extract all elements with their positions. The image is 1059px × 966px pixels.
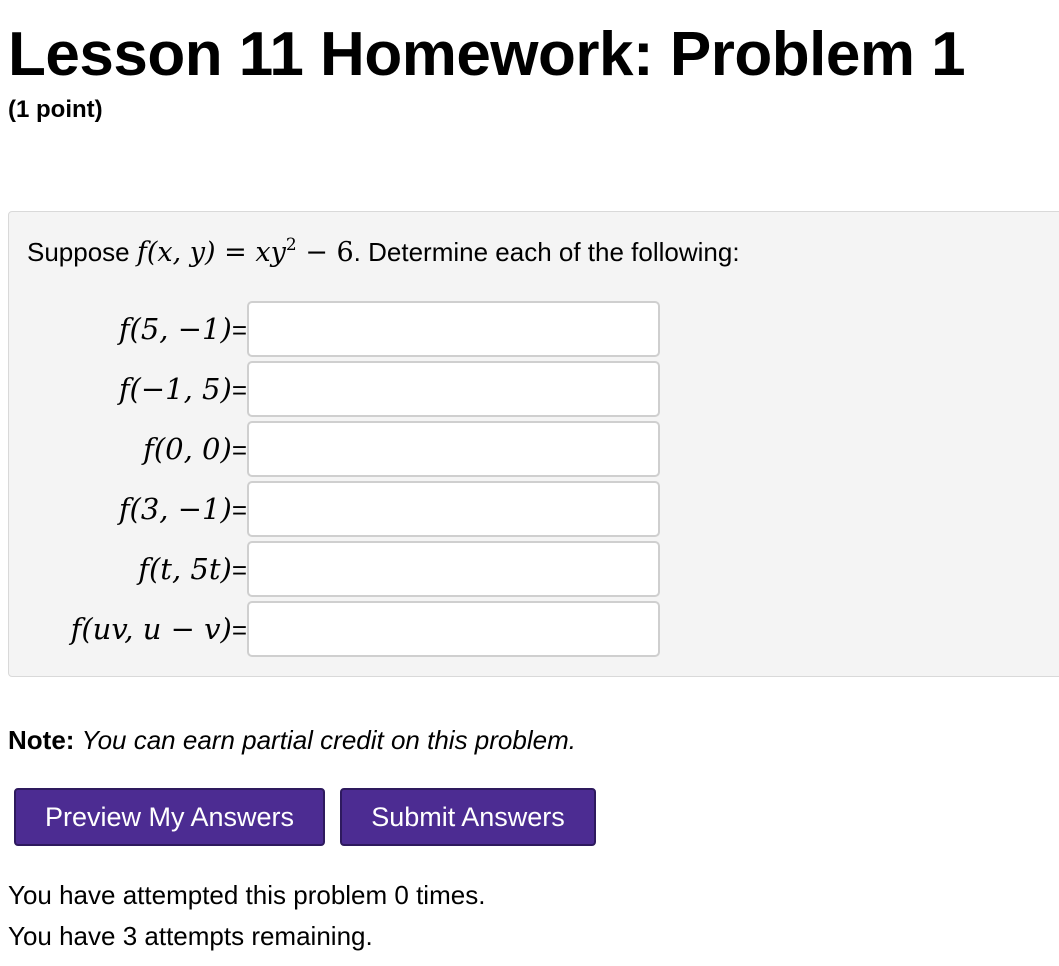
answer-input-3[interactable] [247,421,660,477]
statement-prefix: Suppose [27,237,137,267]
answer-label-2 [119,360,247,418]
answer-label-text: f(0, 0) [143,432,232,466]
function-lhs: f(x, y) [136,237,216,268]
statement-suffix: . Determine each of the following: [353,237,740,267]
problem-statement [27,234,740,271]
answer-row-6 [9,600,669,658]
answer-input-1[interactable] [247,301,660,357]
function-rhs: xy [255,237,286,268]
submit-answers-button[interactable]: Submit Answers [340,788,596,846]
answer-label-text: f(uv, u − v) [70,612,232,646]
answer-label-4 [119,480,247,538]
equals-sign: = [231,495,247,525]
equals-sign: = [231,315,247,345]
answer-input-4[interactable] [247,481,660,537]
answer-label-text: f(t, 5t) [138,552,232,586]
answer-label-3 [143,420,247,478]
answer-label-5 [138,540,247,598]
answer-row-5 [9,540,669,598]
partial-credit-note [8,722,576,758]
page-title: Lesson 11 Homework: Problem 1 [8,20,966,89]
function-exponent: 2 [285,235,297,255]
answer-label-text: f(−1, 5) [118,372,232,406]
answer-label-1 [119,300,247,358]
answer-row-1 [9,300,669,358]
equals-sign: = [231,435,247,465]
preview-answers-button[interactable]: Preview My Answers [14,788,325,846]
problem-points: (1 point) [8,96,103,123]
answer-row-2 [9,360,669,418]
answer-input-5[interactable] [247,541,660,597]
answer-label-6 [71,600,247,658]
equals-sign: = [231,615,247,645]
function-tail: − 6 [296,237,354,268]
note-label: Note: [8,725,75,755]
answer-row-4 [9,480,669,538]
equals-sign: = [231,555,247,585]
function-definition: f(x, $y) = xy^2 - 6$ [136,235,354,268]
answer-input-2[interactable] [247,361,660,417]
note-text: You can earn partial credit on this problem. [81,725,576,755]
attempts-made-text: You have attempted this problem 0 times. [8,880,486,910]
equals-sign: = [231,375,247,405]
attempts-remaining-text: You have 3 attempts remaining. [8,921,373,951]
problem-panel [8,211,1059,677]
answer-row-3 [9,420,669,478]
answer-label-text: f(3, −1) [118,492,232,526]
answer-label-text: f(5, −1) [118,312,232,346]
answer-input-6[interactable] [247,601,660,657]
